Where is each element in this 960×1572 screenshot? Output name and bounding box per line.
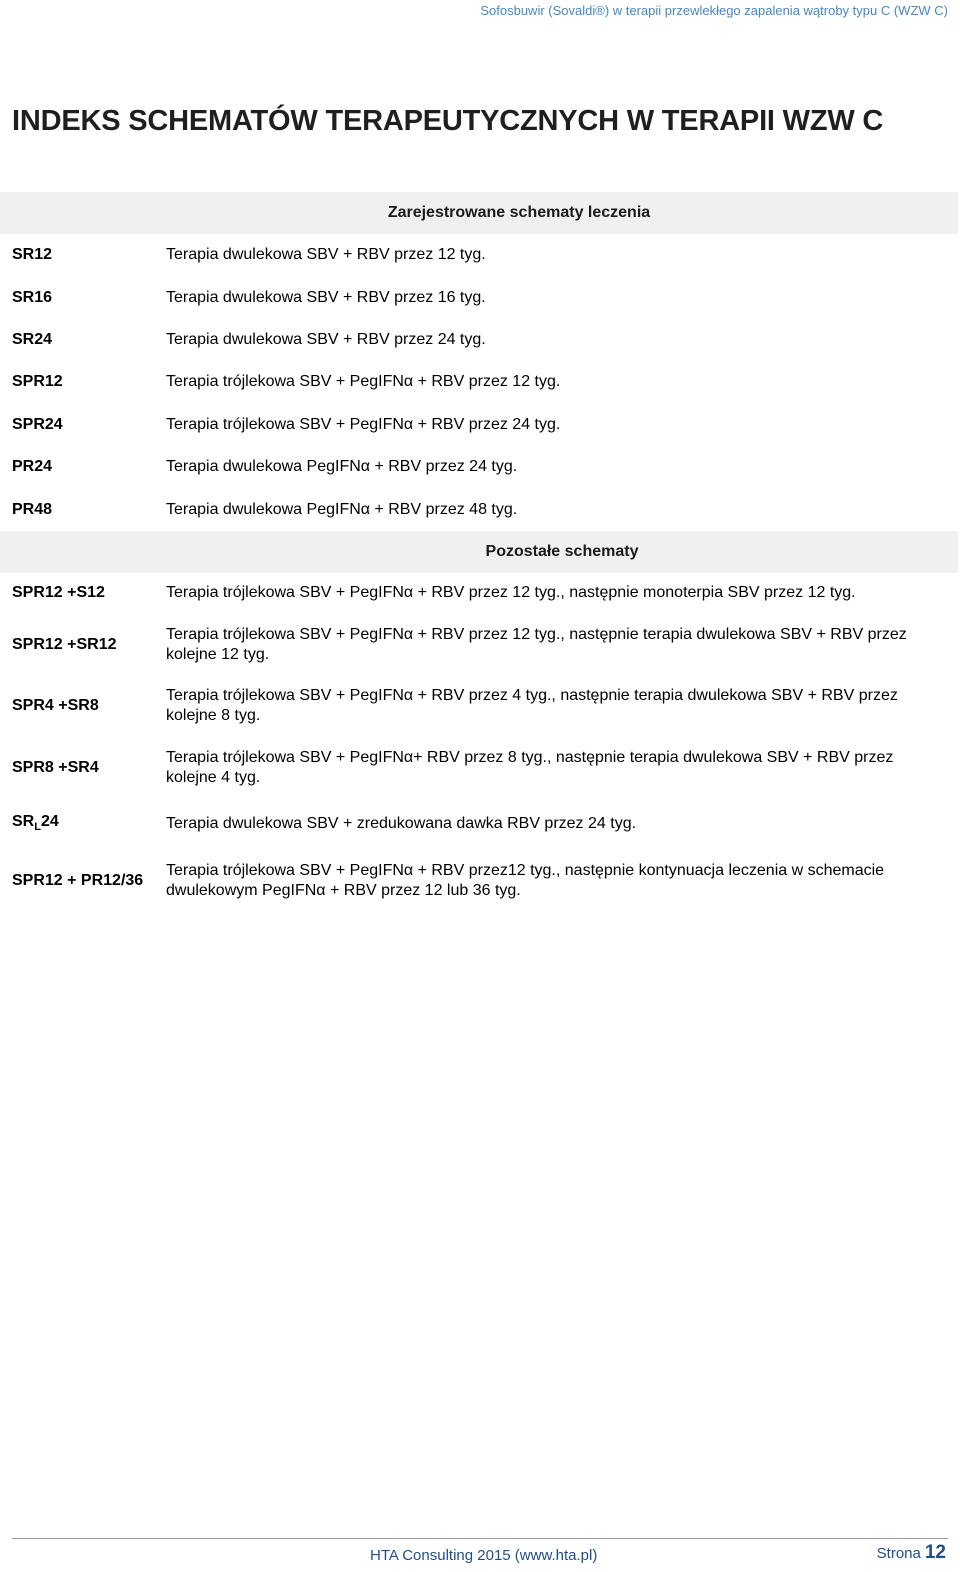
regimen-description: Terapia dwulekowa PegIFNα + RBV przez 24 tyg.: [166, 458, 518, 476]
regimen-description: Terapia dwulekowa PegIFNα + RBV przez 48 tyg.: [166, 500, 518, 518]
regimen-code-base: SR: [12, 812, 35, 830]
regimen-code: SR24: [12, 330, 53, 348]
regimen-code: SPR4 +SR8: [12, 697, 99, 715]
page-number: [877, 1542, 946, 1564]
regimen-description: Terapia trójlekowa SBV + PegIFNα + RBV przez 12 tyg.: [166, 373, 561, 391]
regimen-code-subscript: L: [34, 820, 41, 833]
section-header-registered: Zarejestrowane schematy leczenia: [0, 192, 958, 234]
regimen-code: SPR12 +SR12: [12, 635, 117, 653]
table-row: [0, 234, 958, 276]
table-row: [0, 488, 958, 530]
regimen-code: SPR12 + PR12/36: [12, 871, 144, 889]
regimen-description: Terapia trójlekowa SBV + PegIFNα + RBV przez 12 tyg., następnie monoterpia SBV przez 12 tyg.: [166, 584, 856, 602]
regimen-description: Terapia dwulekowa SBV + RBV przez 16 tyg.: [166, 288, 486, 306]
table-row: [0, 614, 958, 676]
regimen-description: Terapia trójlekowa SBV + PegIFNα + RBV przez 24 tyg.: [166, 415, 561, 433]
regimen-description: Terapia trójlekowa SBV + PegIFNα + RBV przez12 tyg., następnie kontynuacja leczenia w schemacie dwulekowym PegIFNα + RBV przez 12 lub 36 tyg.: [166, 861, 885, 899]
regimen-description: Terapia trójlekowa SBV + PegIFNα + RBV przez 4 tyg., następnie terapia dwulekowa SBV + RBV przez kolejne 8 tyg.: [166, 687, 898, 725]
table-row: [0, 573, 958, 615]
regimen-code: SPR12: [12, 373, 63, 391]
page-number-label: Strona: [876, 1545, 921, 1562]
section-header-other: Pozostałe schematy: [0, 531, 958, 573]
table-row: [0, 850, 958, 912]
regimen-description: Terapia trójlekowa SBV + PegIFNα+ RBV przez 8 tyg., następnie terapia dwulekowa SBV + RBV przez kolejne 4 tyg.: [166, 748, 894, 786]
table-row: [0, 737, 958, 799]
page-footer: [0, 1538, 960, 1572]
running-header: Sofosbuwir (Sovaldi®) w terapii przewlekłego zapalenia wątroby typu C (WZW C): [480, 3, 948, 18]
regimen-description: Terapia dwulekowa SBV + RBV przez 24 tyg.: [166, 330, 486, 348]
regimen-code: SPR24: [12, 415, 63, 433]
table-row: [0, 799, 958, 851]
regimen-code: SR12: [12, 246, 53, 264]
page-number-value: 12: [924, 1542, 946, 1563]
table-row: [0, 319, 958, 361]
table-row: [0, 446, 958, 488]
regimen-description: Terapia dwulekowa SBV + RBV przez 12 tyg.: [166, 246, 486, 264]
footer-divider: [12, 1538, 948, 1539]
regimen-code: SR16: [12, 288, 53, 306]
regimen-description: Terapia trójlekowa SBV + PegIFNα + RBV przez 12 tyg., następnie terapia dwulekowa SBV + RBV przez kolejne 12 tyg.: [166, 625, 907, 663]
regimen-description: Terapia dwulekowa SBV + zredukowana dawka RBV przez 24 tyg.: [166, 815, 637, 833]
table-row: [0, 676, 958, 738]
regimen-code: SPR12 +S12: [12, 584, 105, 602]
regimen-index-table: [0, 192, 958, 912]
regimen-code: PR24: [12, 458, 53, 476]
table-row: [0, 404, 958, 446]
regimen-code: SPR8 +SR4: [12, 758, 99, 776]
regimen-code-suffix: 24: [40, 812, 59, 830]
regimen-code: PR48: [12, 500, 53, 518]
page-title: INDEKS SCHEMATÓW TERAPEUTYCZNYCH W TERAPII WZW C: [12, 105, 884, 137]
table-row: [0, 361, 958, 403]
table-row: [0, 276, 958, 318]
footer-publisher: HTA Consulting 2015 (www.hta.pl): [370, 1547, 598, 1564]
regimen-code: [0, 812, 166, 837]
